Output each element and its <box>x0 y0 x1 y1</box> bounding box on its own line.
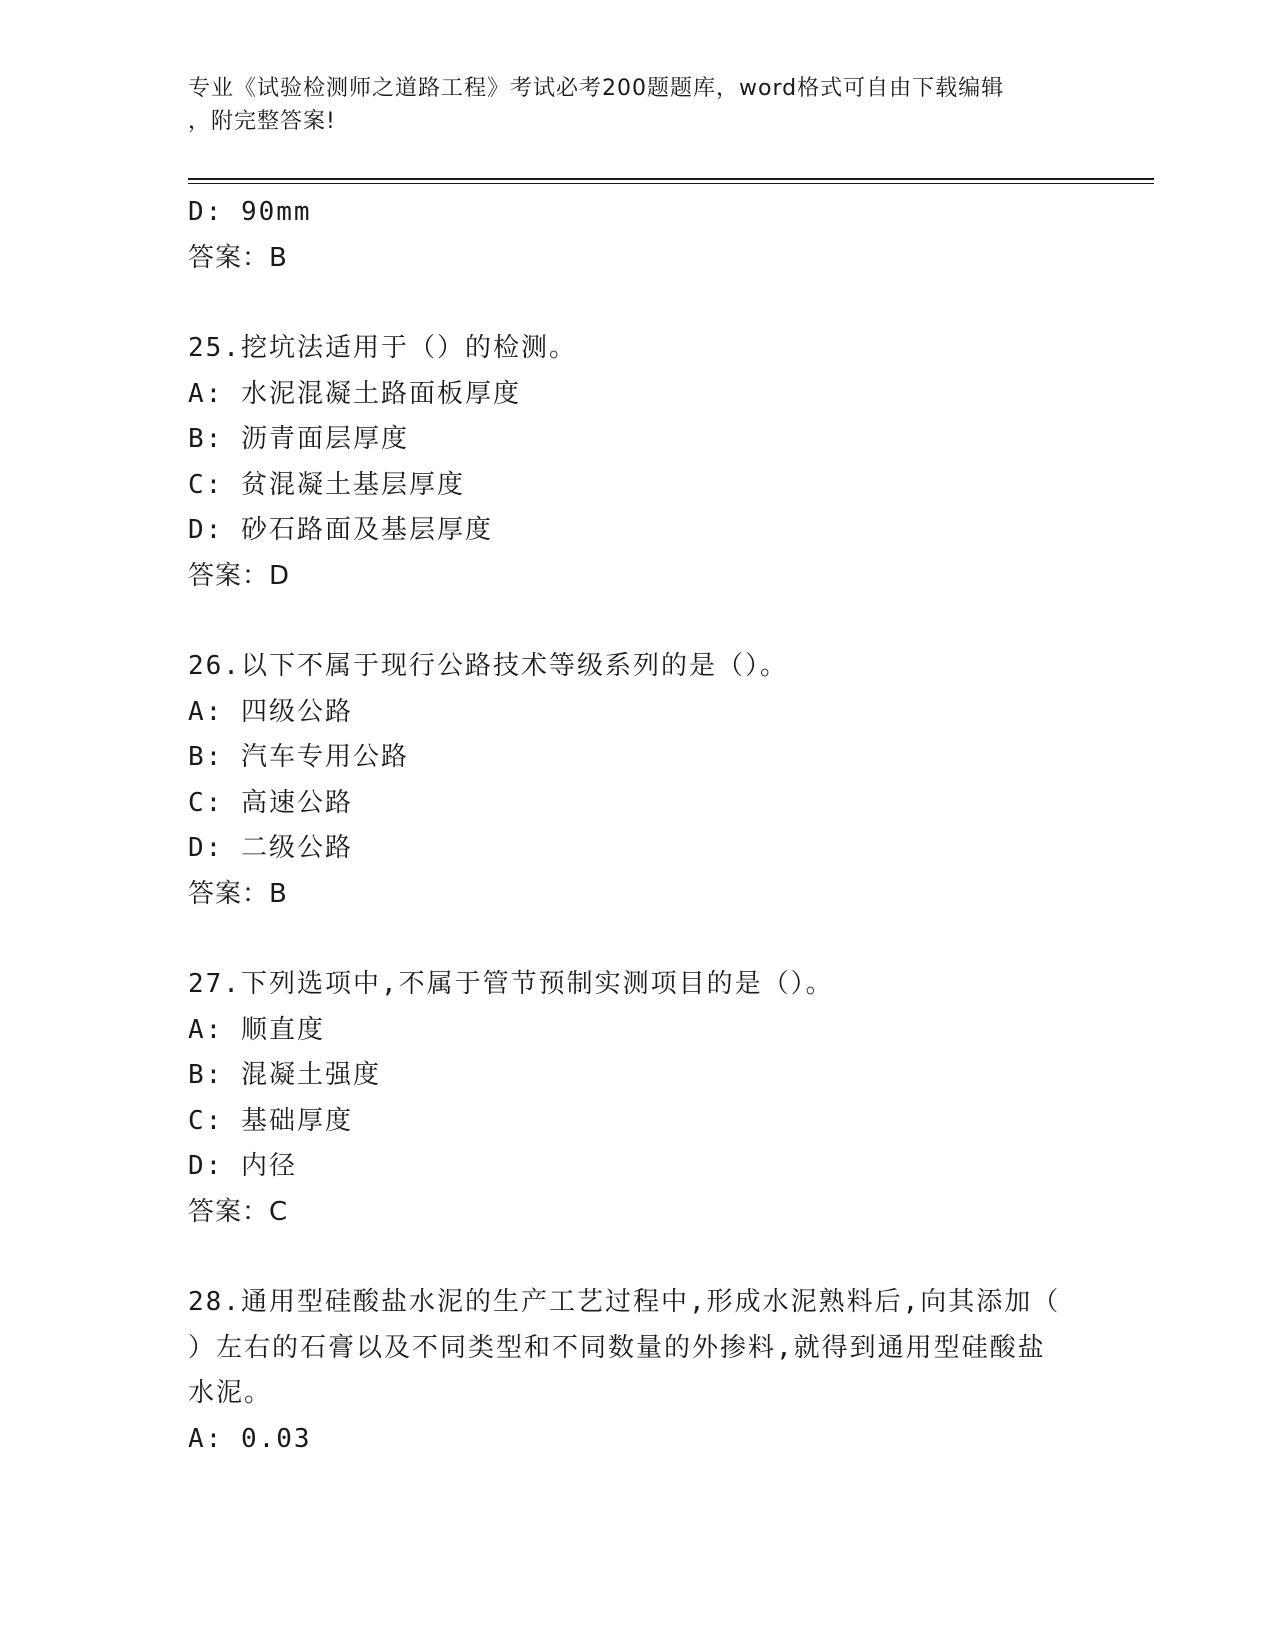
option-a: A: 四级公路 <box>188 696 353 727</box>
header-title-line-1: 专业《试验检测师之道路工程》考试必考200题题库，word格式可自由下载编辑 <box>188 76 1005 101</box>
option-a: A: 0.03 <box>188 1423 312 1454</box>
answer: 答案：B <box>188 242 288 273</box>
header-title-line-2: ，附完整答案! <box>188 109 336 134</box>
option-c: C: 基础厚度 <box>188 1105 353 1136</box>
option-d: D: 90mm <box>188 197 312 227</box>
header-divider-thin <box>188 183 1154 184</box>
option-d: D: 二级公路 <box>188 833 353 863</box>
option-b: B: 沥青面层厚度 <box>188 424 409 454</box>
question-27 <box>188 962 1088 1235</box>
question-stem-line-3: 水泥。 <box>188 1378 273 1408</box>
question-stem: 27.下列选项中,不属于管节预制实测项目的是（）。 <box>188 969 834 999</box>
answer: 答案：B <box>188 878 288 909</box>
question-list <box>188 190 1088 1462</box>
question-stem-line-1: 28.通用型硅酸盐水泥的生产工艺过程中,形成水泥熟料后,向其添加（ <box>188 1287 1061 1317</box>
question-25 <box>188 326 1088 599</box>
question-26 <box>188 644 1088 917</box>
option-b: B: 汽车专用公路 <box>188 742 409 772</box>
option-b: B: 混凝土强度 <box>188 1060 381 1090</box>
option-c: C: 贫混凝土基层厚度 <box>188 469 465 500</box>
option-d: D: 砂石路面及基层厚度 <box>188 515 493 545</box>
question-28 <box>188 1280 1088 1462</box>
document-header <box>188 72 1088 138</box>
option-c: C: 高速公路 <box>188 787 353 818</box>
answer: 答案：C <box>188 1196 289 1227</box>
option-a: A: 水泥混凝土路面板厚度 <box>188 378 521 409</box>
question-stem: 26.以下不属于现行公路技术等级系列的是（）。 <box>188 651 788 681</box>
header-divider-thick <box>188 178 1154 180</box>
question-stem-line-2: ）左右的石膏以及不同类型和不同数量的外掺料,就得到通用型硅酸盐 <box>188 1332 1046 1363</box>
answer: 答案：D <box>188 560 291 591</box>
option-a: A: 顺直度 <box>188 1014 325 1045</box>
question-stem: 25.挖坑法适用于（）的检测。 <box>188 333 577 363</box>
previous-question-tail <box>188 190 1088 281</box>
option-d: D: 内径 <box>188 1151 297 1181</box>
